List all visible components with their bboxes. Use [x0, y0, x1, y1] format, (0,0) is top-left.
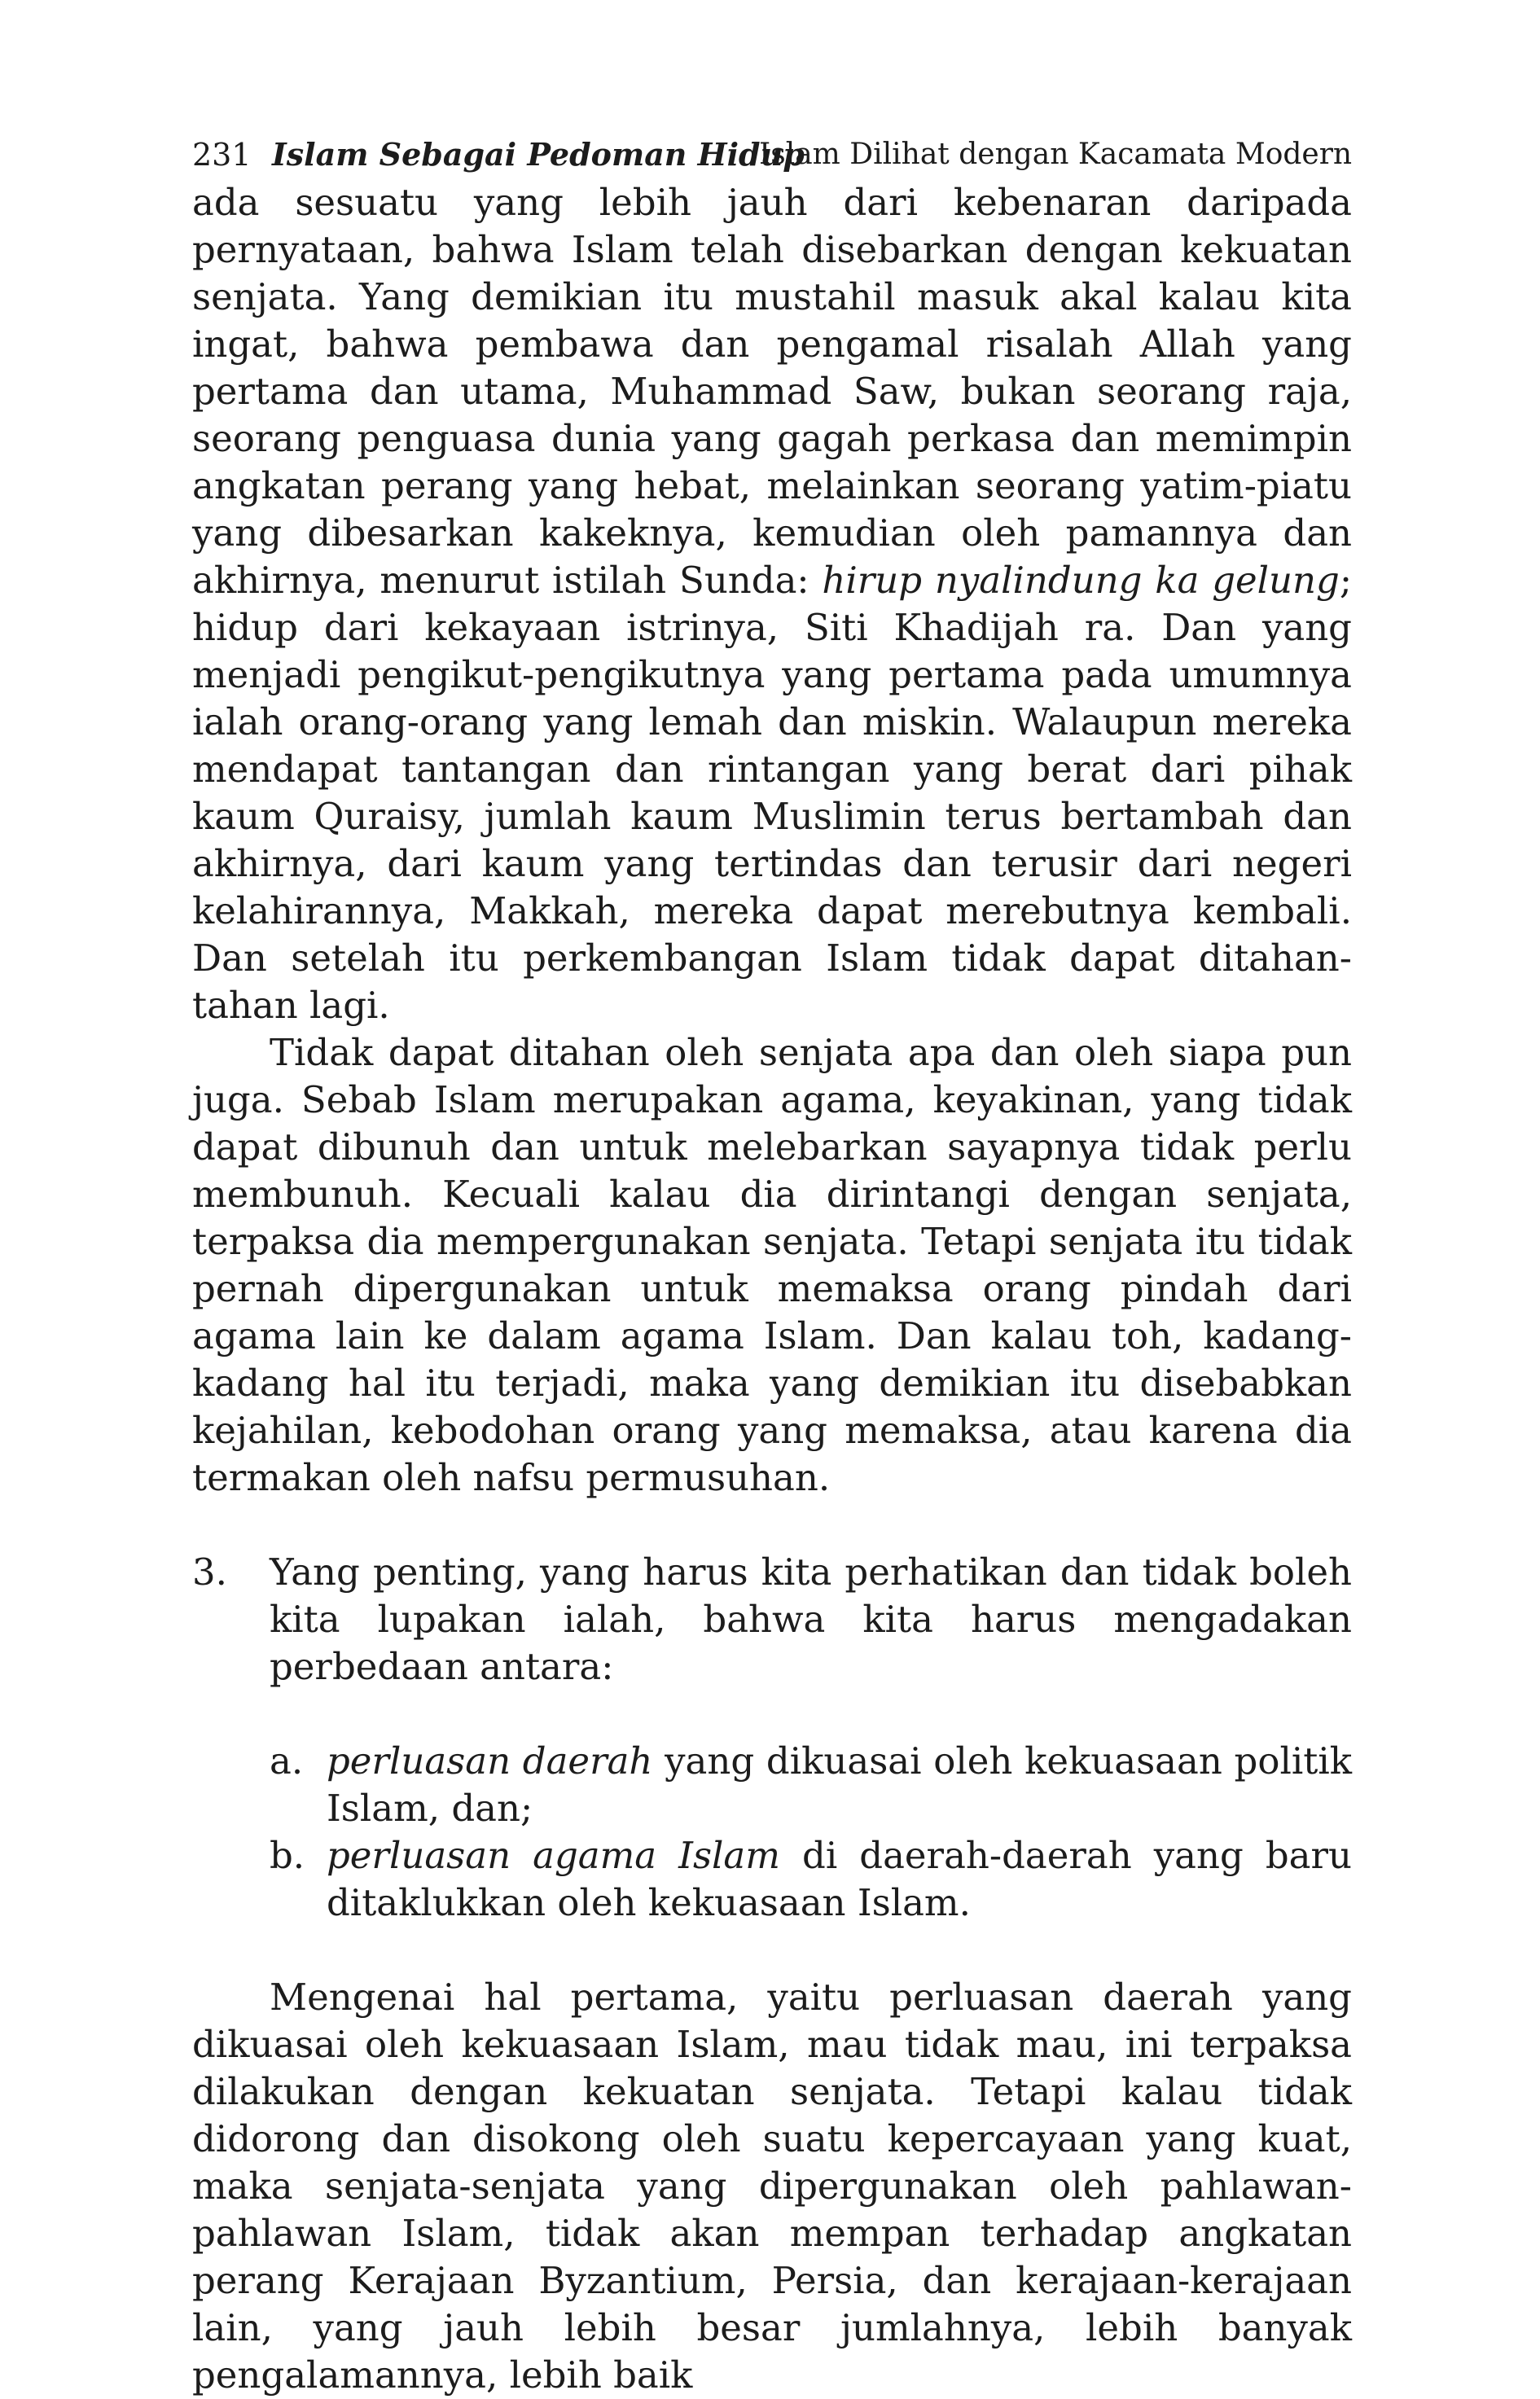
numbered-point-3 — [192, 1549, 1352, 1691]
sub-list — [192, 1738, 1352, 1927]
list-item-rest: di daerah-daerah yang baru ditaklukkan oleh kekuasaan Islam. — [327, 1834, 1352, 1924]
point-text: Yang penting, yang harus kita perhatikan dan tidak boleh kita lupakan ialah, bahwa kita harus mengadakan perbedaan antara: — [270, 1550, 1352, 1688]
list-item-rest: yang dikuasai oleh kekuasaan politik Islam, dan; — [327, 1739, 1352, 1830]
running-header — [192, 130, 1352, 179]
spacer — [192, 1927, 1352, 1974]
page-number: 231 — [192, 137, 252, 173]
book-title: Islam Sebagai Pedoman Hidup — [272, 136, 805, 173]
point-number: 3. — [192, 1550, 227, 1594]
paragraph-3: Mengenai hal pertama, yaitu perluasan daerah yang dikuasai oleh kekuasaan Islam, mau tidak mau, ini terpaksa dilakukan dengan kekuatan senjata. Tetapi kalau tidak didorong dan disokong oleh suatu kepercayaan yang kuat, maka senjata-senjata yang dipergunakan oleh pahlawan-pahlawan Islam, tidak akan mempan terhadap angkatan perang Kerajaan Byzantium, Persia, dan kerajaan-kerajaan lain, yang jauh lebih besar jumlahnya, lebih banyak pengalamannya, lebih baik — [192, 1976, 1352, 2397]
list-item — [270, 1832, 1352, 1927]
paragraph-1-part-1: ada sesuatu yang lebih jauh dari kebenaran daripada pernyataan, bahwa Islam telah disebarkan dengan kekuatan senjata. Yang demikian itu mustahil masuk akal kalau kita ingat, bahwa pembawa dan pengamal risalah Allah yang pertama dan utama, Muhammad Saw, bukan seorang raja, seorang penguasa dunia yang gagah perkasa dan memimpin angkatan perang yang hebat, melainkan seorang yatim-piatu yang dibesarkan kakeknya, kemudian oleh pamannya dan akhirnya, menurut istilah Sunda: — [192, 181, 1352, 602]
paragraph-1-italic-phrase: hirup nyalindung ka gelung — [822, 559, 1340, 602]
list-item-italic: perluasan daerah — [327, 1739, 653, 1783]
spacer — [192, 1691, 1352, 1738]
list-item-letter: a. — [270, 1739, 304, 1783]
body-text — [192, 179, 1352, 2399]
list-item-text — [327, 1738, 1352, 1832]
list-item-text — [327, 1832, 1352, 1927]
paragraph-1 — [192, 179, 1352, 1029]
spacer — [192, 1502, 1352, 1549]
page — [192, 130, 1352, 2399]
paragraph-1-part-2: ; hidup dari kekayaan istrinya, Siti Khadijah ra. Dan yang menjadi pengikut-pengikutnya yang pertama pada umumnya ialah orang-orang yang lemah dan miskin. Walaupun mereka mendapat tantangan dan rintangan yang berat dari pihak kaum Quraisy, jumlah kaum Muslimin terus bertambah dan akhirnya, dari kaum yang tertindas dan terusir dari negeri kelahirannya, Makkah, mereka dapat merebutnya kembali. Dan setelah itu perkembangan Islam tidak dapat ditahan-tahan lagi. — [192, 559, 1352, 1027]
paragraph-2: Tidak dapat ditahan oleh senjata apa dan oleh siapa pun juga. Sebab Islam merupakan agama, keyakinan, yang tidak dapat dibunuh dan untuk melebarkan sayapnya tidak perlu membunuh. Kecuali kalau dia dirintangi dengan senjata, terpaksa dia mempergunakan senjata. Tetapi senjata itu tidak pernah dipergunakan untuk memaksa orang pindah dari agama lain ke dalam agama Islam. Dan kalau toh, kadang-kadang hal itu terjadi, maka yang demikian itu disebabkan kejahilan, kebodohan orang yang memaksa, atau karena dia termakan oleh nafsu permusuhan. — [192, 1031, 1352, 1499]
chapter-title: Islam Dilihat dengan Kacamata Modern — [759, 138, 1353, 171]
list-item-letter: b. — [270, 1834, 305, 1877]
list-item-italic: perluasan agama Islam — [327, 1834, 780, 1877]
list-item — [270, 1738, 1352, 1832]
